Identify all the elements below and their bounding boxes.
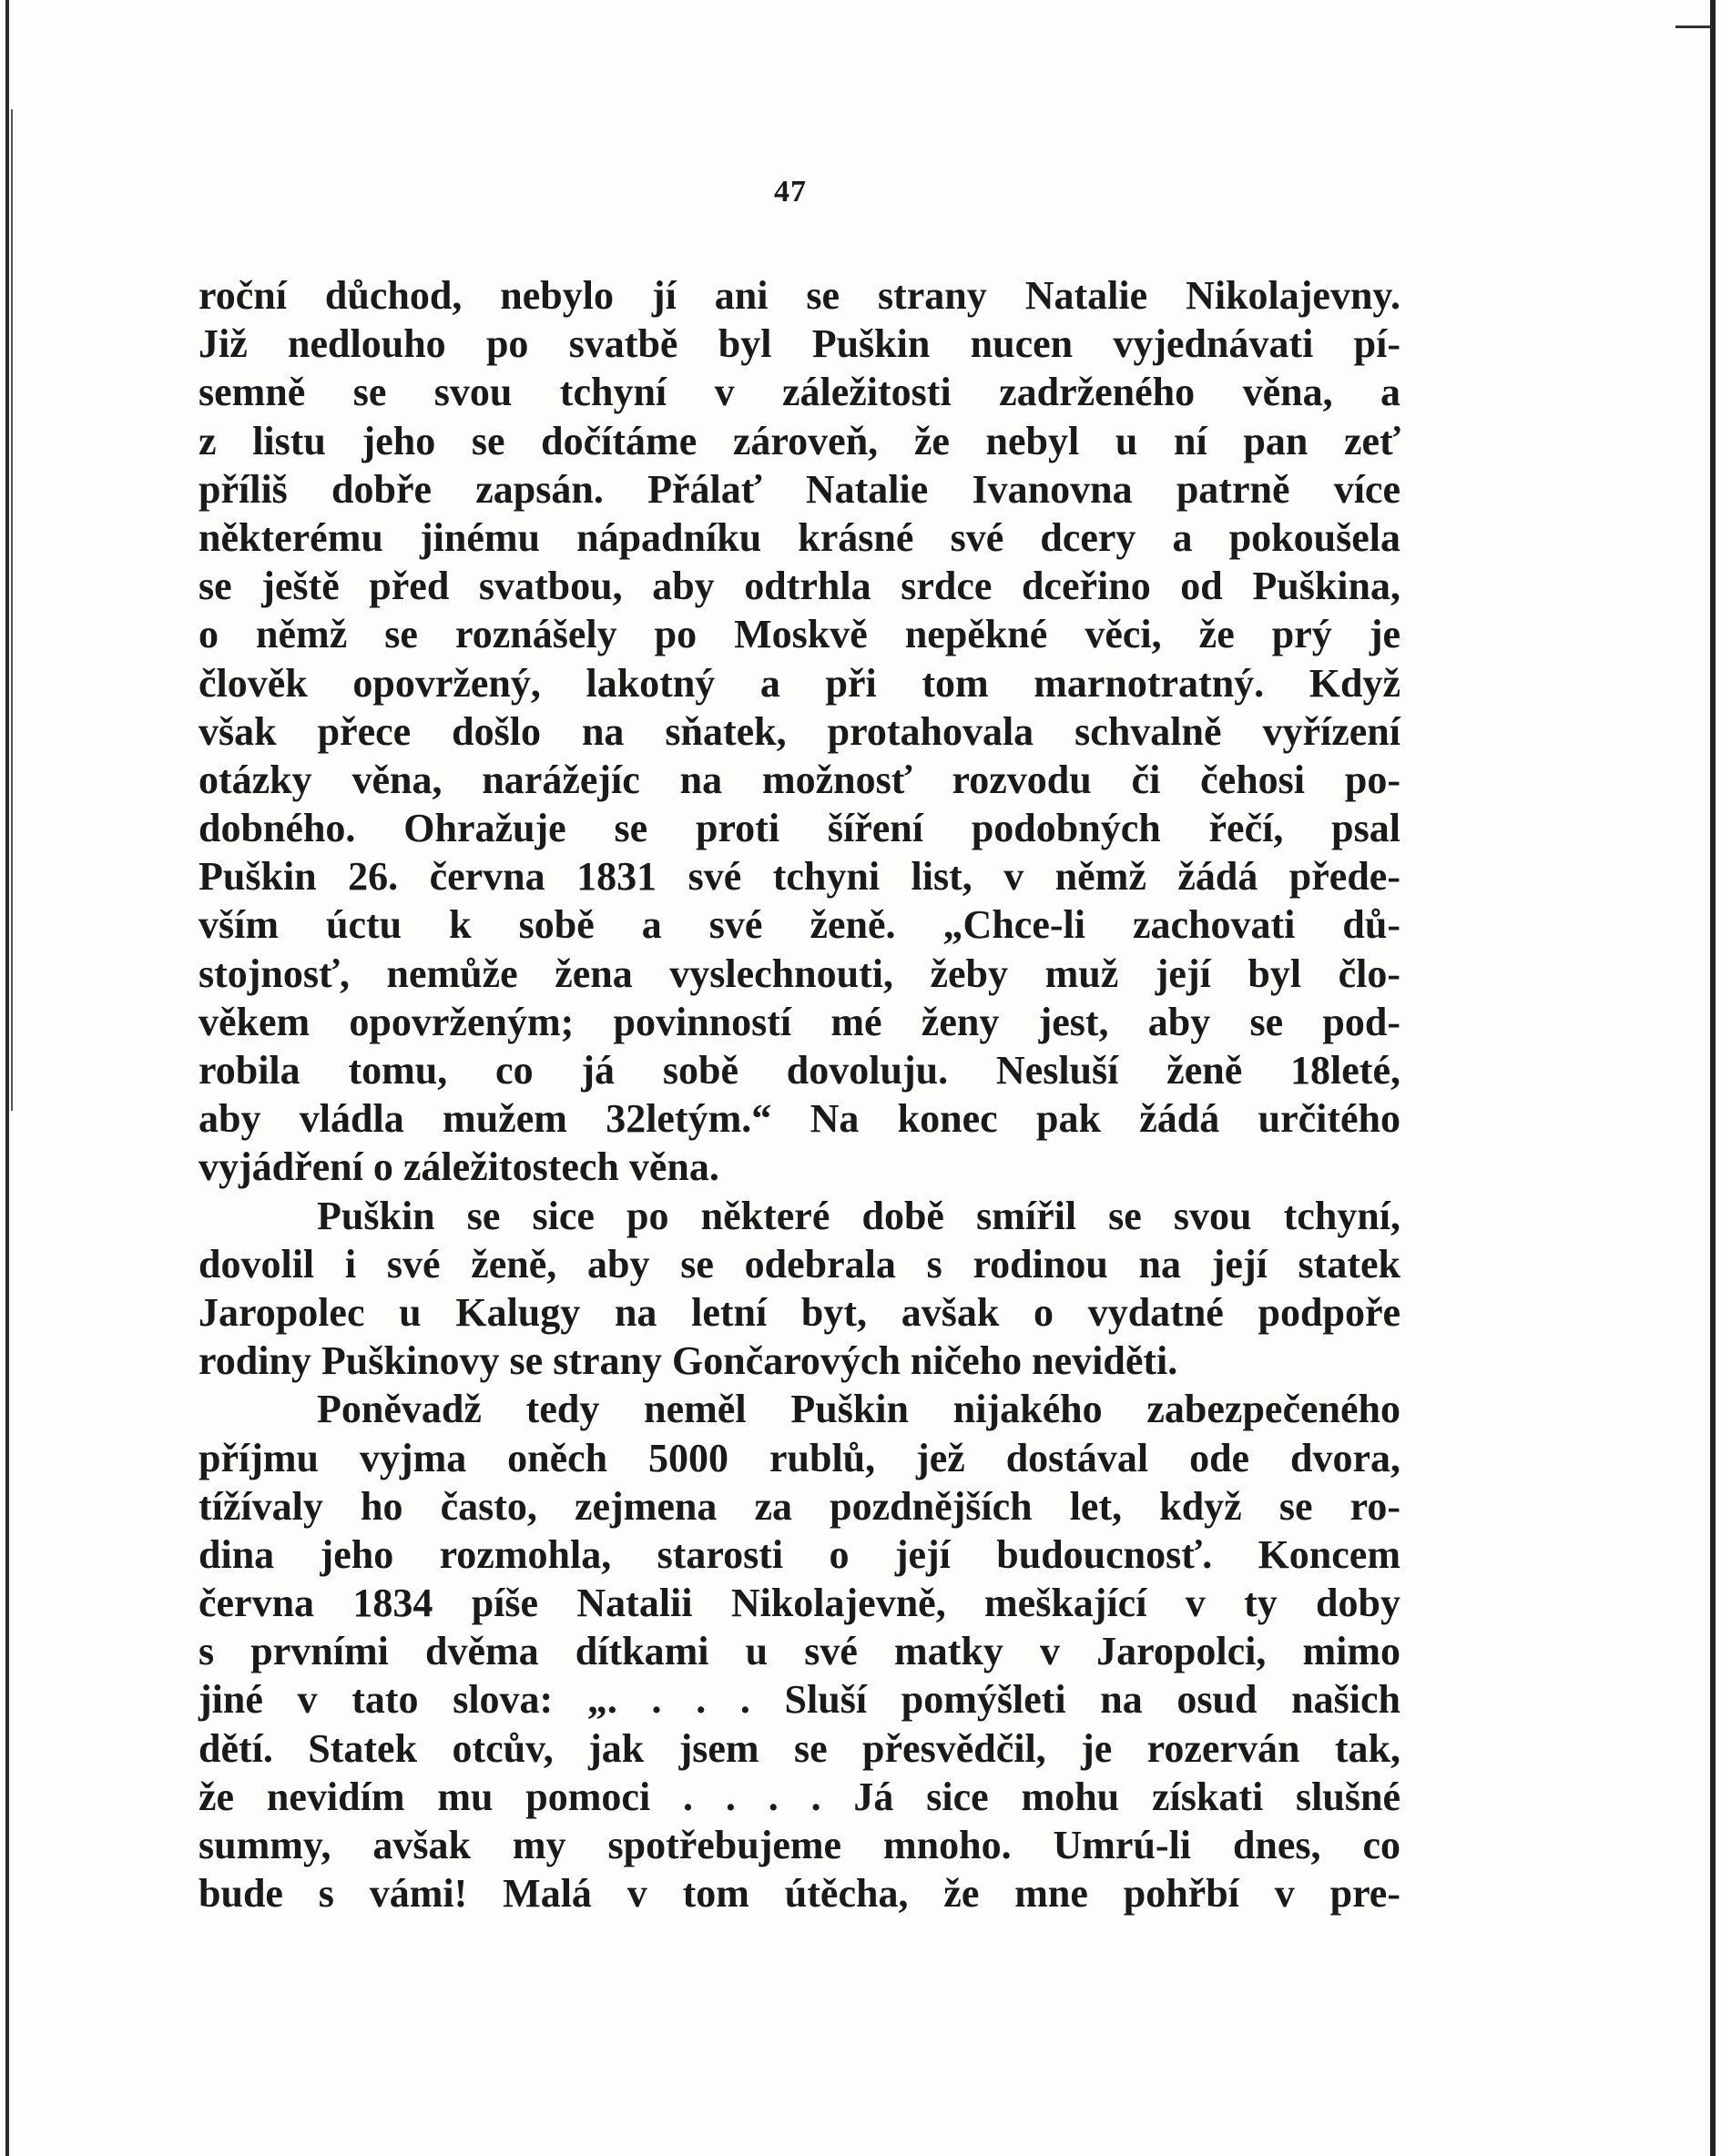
text-line: aby vládla mužem 32letým.“ Na konec pak žádá určitého [199,1096,1400,1142]
text-line: tížívaly ho často, zejmena za pozdnějších let, když se ro- [199,1483,1400,1529]
text-line: vyjádření o záležitostech věna. [199,1144,719,1190]
text-line: semně se svou tchyní v záležitosti zadrženého věna, a [199,370,1400,415]
text-line: dina jeho rozmohla, starosti o její budoucnosť. Koncem [199,1531,1400,1577]
text-line: dobného. Ohražuje se proti šíření podobných řečí, psal [199,806,1400,851]
text-line: bude s vámi! Malá v tom útěcha, že mne pohřbí v pre- [199,1871,1400,1917]
page-number: 47 [774,175,807,208]
scan-edge-left-inner [11,109,13,1111]
text-line: o němž se roznášely po Moskvě nepěkné věci, že prý je [199,612,1400,657]
text-line: června 1834 píše Natalii Nikolajevně, meškající v ty doby [199,1581,1400,1626]
text-line: vším úctu k sobě a své ženě. „Chce-li zachovati dů- [199,902,1400,948]
scan-edge-right [1710,0,1716,2156]
text-line: Poněvadž tedy neměl Puškin nijakého zabezpečeného [317,1387,1400,1432]
text-line: Puškin se sice po některé době smířil se svou tchyní, [317,1193,1400,1238]
text-line: dětí. Statek otcův, jak jsem se přesvědčil, je rozerván tak, [199,1725,1400,1771]
text-line: summy, avšak my spotřebujeme mnoho. Umrú-li dnes, co [199,1823,1400,1867]
body-text [199,271,1400,1917]
text-line: dovolil i své ženě, aby se odebrala s rodinou na její statek [199,1241,1400,1286]
text-line: věkem opovrženým; povinností mé ženy jest, aby se pod- [199,999,1400,1044]
text-line: člověk opovržený, lakotný a při tom marnotratný. Když [199,660,1400,706]
text-line: Jaropolec u Kalugy na letní byt, avšak o vydatné podpoře [199,1289,1400,1335]
text-line: Již nedlouho po svatbě byl Puškin nucen vyjednávati pí- [199,321,1400,367]
text-line: Puškin 26. června 1831 své tchyni list, v němž žádá přede- [199,854,1400,900]
text-line: jiné v tato slova: „. . . . Sluší pomýšleti na osud našich [199,1677,1400,1723]
text-line: příliš dobře zapsán. Přálať Natalie Ivanovna patrně více [199,466,1400,512]
text-line: však přece došlo na sňatek, protahovala schvalně vyřízení [199,708,1400,754]
text-line: z listu jeho se dočítáme zároveň, že nebyl u ní pan zeť [199,418,1400,463]
scan-edge-right-mark [1675,25,1712,28]
text-line: stojnosť, nemůže žena vyslechnouti, žeby muž její byl člo- [199,951,1400,996]
text-line: robila tomu, co já sobě dovoluju. Nesluší ženě 18leté, [199,1048,1400,1093]
text-line: otázky věna, narážejíc na možnosť rozvodu či čehosi po- [199,757,1400,802]
text-line: příjmu vyjma oněch 5000 rublů, jež dostával ode dvora, [199,1435,1400,1480]
text-line: některému jinému nápadníku krásné své dcery a pokoušela [199,514,1400,560]
text-line: rodiny Puškinovy se strany Gončarových ničeho neviděti. [199,1338,1178,1384]
text-line: se ještě před svatbou, aby odtrhla srdce dceřino od Puškina, [199,564,1400,609]
text-line: že nevidím mu pomoci . . . . Já sice mohu získati slušné [199,1774,1400,1819]
text-line: s prvními dvěma dítkami u své matky v Jaropolci, mimo [199,1629,1400,1674]
scan-edge-left [5,0,9,2156]
text-line: roční důchod, nebylo jí ani se strany Natalie Nikolajevny. [199,273,1400,318]
